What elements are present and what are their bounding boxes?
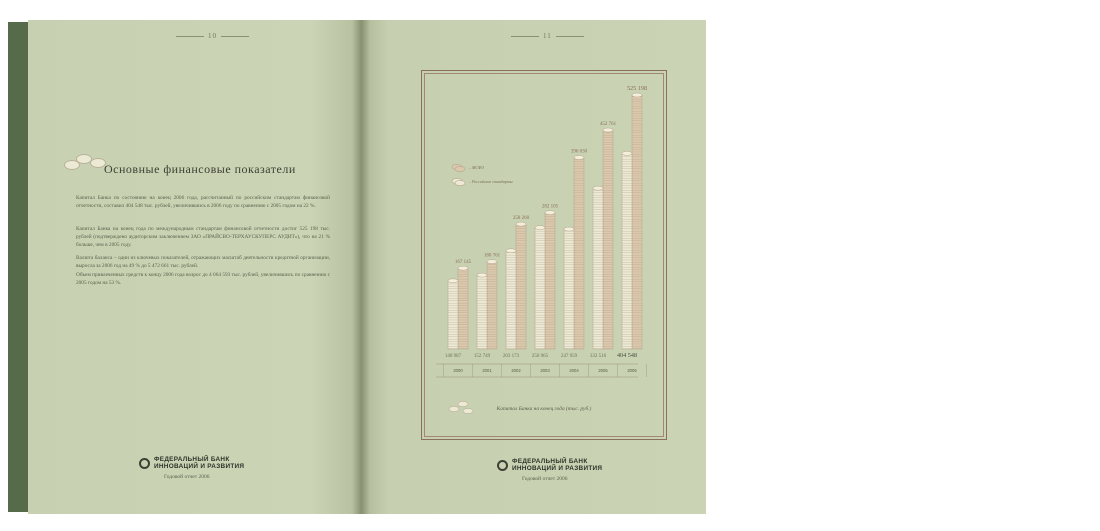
coin-stack-top [516,222,526,226]
logo-line-2: ИННОВАЦИЙ И РАЗВИТИЯ [512,465,603,472]
coin-stack-rims [574,157,584,349]
coin-stack-top [448,279,458,283]
paragraph-3: Валюта баланса – один из ключевых показателей, отражающих масштаб деятельности кредитной организации, выросла за 2006 год на 49 % до 5 472 661 тыс. рублей. [76,255,330,269]
coin-stack-top [506,249,516,253]
x-tick-label: 2003 [540,368,550,373]
data-label-rsbu: 332 516 [589,354,607,359]
paragraph-4: Объем привлеченных средств к концу 2006 года возрос до 4 064 593 тыс. рублей, увеличившись по сравнению с 2005 годом на 53 %. [76,272,330,286]
data-label-rsbu: 203 173 [502,354,520,359]
x-tick-label: 2001 [482,368,492,373]
coin-stack-rims [622,153,632,349]
data-label-msfo: 525 198 [626,85,648,92]
coin-stack-rims [458,268,468,349]
page-gutter [352,20,370,514]
coin-stack-rims [603,130,613,349]
caption-coin-icon [463,408,473,413]
coin-stack-rims [535,228,545,349]
legend-coin-icon [455,166,465,171]
coin-stack-top [535,226,545,230]
data-label-msfo: 282 105 [541,204,559,210]
coin-stack-top [487,260,497,264]
coin-stack-top [632,93,642,97]
coin-stack-rims [477,275,487,349]
caption-coin-icon [449,406,459,411]
data-label-rsbu: 152 749 [473,354,491,359]
bank-logo-icon [497,460,508,471]
data-label-rsbu: 140 987 [444,354,462,359]
data-label-rsbu: 404 548 [616,352,638,359]
data-label-msfo: 452 761 [599,122,617,128]
data-label-msfo: 167 145 [454,260,472,266]
report-label-left: Годовой отчет 2006 [164,474,210,480]
page-title: Основные финансовые показатели [104,162,296,176]
data-label-msfo: 258 260 [512,216,530,222]
coin-stack-top [574,155,584,159]
caption-coin-icon [458,401,468,406]
coin-stack-top [477,273,487,277]
bank-logo-left [139,456,244,470]
bank-logo-icon [139,458,150,469]
legend-coin-icon [455,180,465,185]
data-label-rsbu: 250 965 [531,354,549,359]
logo-line-1: ФЕДЕРАЛЬНЫЙ БАНК [512,458,588,465]
x-tick-label: 2005 [598,368,608,373]
data-label-msfo: 396 030 [570,149,588,155]
logo-line-1: ФЕДЕРАЛЬНЫЙ БАНК [154,456,230,463]
bank-logo-right [497,458,602,472]
logo-line-2: ИННОВАЦИЙ И РАЗВИТИЯ [154,463,245,470]
coin-stack-rims [632,95,642,349]
paragraph-1: Капитал Банка по состоянию на конец 2006 года, рассчитанный по российским стандартам финансовой отчетности, составил 404 548 тыс. рублей, увеличившись в 2006 году по сравнению с 2005 годом на 22 %. [76,195,330,209]
x-tick-label: 2000 [453,368,463,373]
page-number-left: 10 [172,32,253,40]
data-label-msfo: 180 761 [483,253,501,259]
coin-stack-top [603,128,613,132]
legend-label: – Российские стандарты [469,179,513,184]
data-label-rsbu: 247 959 [560,354,578,359]
coin-stack-top [593,186,603,190]
coin-stack-rims [564,229,574,349]
capital-chart [424,73,664,437]
page-number-right: 11 [507,32,588,40]
coin-stack-top [458,266,468,270]
coin-stack-top [564,227,574,231]
x-tick-label: 2002 [511,368,521,373]
report-label-right: Годовой отчет 2006 [522,476,568,482]
chart-title: Капитал Банка на конец года (тыс. руб.) [496,406,592,412]
coin-stack-top [622,151,632,155]
x-tick-label: 2004 [569,368,579,373]
coin-stack-top [545,211,555,215]
coin-stack-rims [448,281,458,349]
coin-stack-rims [593,188,603,349]
x-tick-label: 2006 [627,368,637,373]
legend-label: – МСФО [469,165,485,170]
paragraph-2: Капитал Банка на конец года по международным стандартам финансовой отчетности достиг 525 198 тыс. рублей (подтверждено аудиторским заключением ЗАО «ПРАЙСВО-ТЕРХАУСКУПЕРС АУДИТ»), что на 21 % больше, чем в 2005 году. [76,226,330,248]
coin-stack-rims [516,224,526,349]
coin-stack-rims [487,262,497,349]
coin-stack-rims [545,213,555,349]
coin-stack-rims [506,251,516,349]
